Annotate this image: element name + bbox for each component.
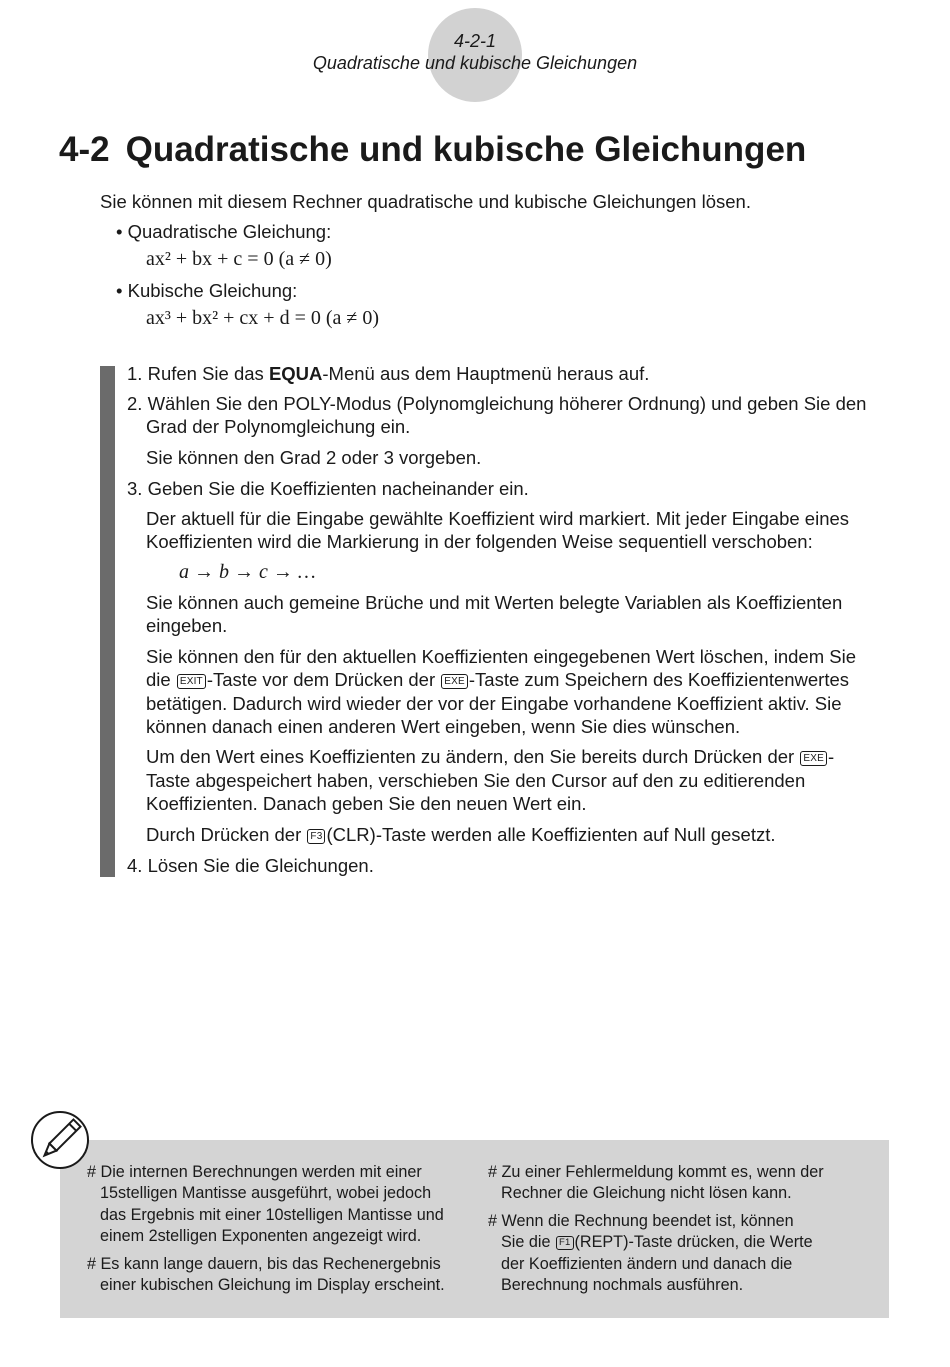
formula-cubic-text: ax³ + bx² + cx + d = 0 (a ≠ 0) bbox=[146, 307, 380, 329]
step-1 bbox=[127, 362, 649, 386]
step-number: 3. bbox=[127, 478, 143, 499]
step-4 bbox=[127, 854, 374, 878]
bullet-cubic: • Kubische Gleichung: bbox=[116, 280, 298, 301]
step-3-p3-line4: können danach einen anderen Wert eingeben, wenn Sie dies wünschen. bbox=[146, 716, 741, 737]
text-fragment: die bbox=[146, 669, 176, 690]
formula-cubic bbox=[146, 307, 379, 331]
step-3-p1-line1: Der aktuell für die Eingabe gewählte Koeffizient wird markiert. Mit jeder Eingabe eines bbox=[146, 508, 850, 529]
note-3-line1: # Zu einer Fehlermeldung kommt es, wenn der bbox=[488, 1163, 824, 1181]
coefficient-sequence: a → b → c → … bbox=[179, 561, 316, 583]
step-3-text: Geben Sie die Koeffizienten nacheinander ein. bbox=[147, 478, 529, 499]
note-3-line2: Rechner die Gleichung nicht lösen kann. bbox=[501, 1184, 792, 1202]
section-title-text: Quadratische und kubische Gleichungen bbox=[125, 130, 807, 169]
step-3-p1-line2: Koeffizienten wird die Markierung in der folgenden Weise sequentiell verschoben: bbox=[146, 531, 813, 552]
step-2-para: Sie können den Grad 2 oder 3 vorgeben. bbox=[146, 447, 482, 468]
step-3-p4-line3: Koeffizienten. Danach geben Sie den neuen Wert ein. bbox=[146, 793, 587, 814]
step-3-p5 bbox=[146, 823, 776, 847]
step-3-p4-line1 bbox=[146, 745, 834, 769]
running-title: Quadratische und kubische Gleichungen bbox=[312, 53, 638, 73]
step-1-text-pre: Rufen Sie das bbox=[147, 363, 269, 384]
step-2-line1 bbox=[127, 392, 866, 416]
exit-key-icon: EXIT bbox=[177, 674, 206, 689]
step-2-line2: Grad der Polynomgleichung ein. bbox=[146, 416, 411, 437]
section-number: 4-2 bbox=[59, 130, 110, 169]
formula-quadratic-text: ax² + bx + c = 0 (a ≠ 0) bbox=[146, 248, 332, 270]
step-number: 1. bbox=[127, 363, 143, 384]
note-1-line3: das Ergebnis mit einer 10stelligen Mantisse und bbox=[100, 1206, 444, 1224]
note-4-line2 bbox=[501, 1232, 813, 1254]
f1-key-icon: F1 bbox=[556, 1236, 574, 1250]
step-3-p3-line1: Sie können den für den aktuellen Koeffizienten eingegebenen Wert löschen, indem Sie bbox=[146, 646, 857, 667]
text-fragment: - bbox=[827, 746, 835, 767]
text-fragment: (REPT)-Taste drücken, die Werte bbox=[574, 1233, 813, 1251]
text-fragment: Sie die bbox=[501, 1233, 555, 1251]
step-3-p3-line3: betätigen. Dadurch wird wieder der vor der Eingabe vorhandene Koeffizient aktiv. Sie bbox=[146, 693, 842, 714]
step-2-text: Wählen Sie den POLY-Modus (Polynomgleichung höherer Ordnung) und geben Sie den bbox=[147, 393, 867, 414]
note-1-line1: # Die internen Berechnungen werden mit einer bbox=[87, 1163, 422, 1181]
note-4-line3: der Koeffizienten ändern und danach die bbox=[501, 1255, 793, 1273]
formula-quadratic bbox=[146, 248, 332, 272]
section-title bbox=[59, 130, 806, 170]
note-4-line4: Berechnung nochmals ausführen. bbox=[501, 1276, 744, 1294]
steps-sidebar-bar bbox=[100, 366, 115, 877]
note-1-line4: einem 2stelligen Exponenten angezeigt wird. bbox=[100, 1227, 422, 1245]
pencil-note-icon bbox=[30, 1110, 90, 1170]
intro-text: Sie können mit diesem Rechner quadratische und kubische Gleichungen lösen. bbox=[100, 191, 751, 212]
step-3-p4-line2: Taste abgespeichert haben, verschieben Sie den Cursor auf den zu editierenden bbox=[146, 770, 806, 791]
note-4-line1: # Wenn die Rechnung beendet ist, können bbox=[488, 1212, 794, 1230]
text-fragment: Durch Drücken der bbox=[146, 824, 307, 845]
step-3-p2-line2: eingeben. bbox=[146, 615, 228, 636]
exe-key-icon: EXE bbox=[441, 674, 468, 689]
text-fragment: (CLR)-Taste werden alle Koeffizienten auf Null gesetzt. bbox=[326, 824, 776, 845]
page-number: 4-2-1 bbox=[453, 31, 497, 51]
bullet-quadratic: • Quadratische Gleichung: bbox=[116, 221, 332, 242]
step-4-text: Lösen Sie die Gleichungen. bbox=[147, 855, 374, 876]
step-3-p3-line2 bbox=[146, 668, 849, 692]
step-3-line1 bbox=[127, 477, 529, 501]
text-fragment: Um den Wert eines Koeffizienten zu ändern, den Sie bereits durch Drücken der bbox=[146, 746, 800, 767]
f3-key-icon: F3 bbox=[307, 829, 325, 844]
step-number: 4. bbox=[127, 855, 143, 876]
note-1-line2: 15stelligen Mantisse ausgeführt, wobei jedoch bbox=[100, 1184, 432, 1202]
text-fragment: -Taste vor dem Drücken der bbox=[206, 669, 441, 690]
step-3-p2-line1: Sie können auch gemeine Brüche und mit Werten belegte Variablen als Koeffizienten bbox=[146, 592, 843, 613]
step-1-text-post: -Menü aus dem Hauptmenü heraus auf. bbox=[322, 363, 650, 384]
step-number: 2. bbox=[127, 393, 143, 414]
note-2-line1: # Es kann lange dauern, bis das Rechenergebnis bbox=[87, 1255, 441, 1273]
exe-key-icon: EXE bbox=[800, 751, 827, 766]
note-2-line2: einer kubischen Gleichung im Display erscheint. bbox=[100, 1276, 445, 1294]
equa-menu-label: EQUA bbox=[268, 363, 323, 384]
text-fragment: -Taste zum Speichern des Koeffizientenwertes bbox=[468, 669, 850, 690]
